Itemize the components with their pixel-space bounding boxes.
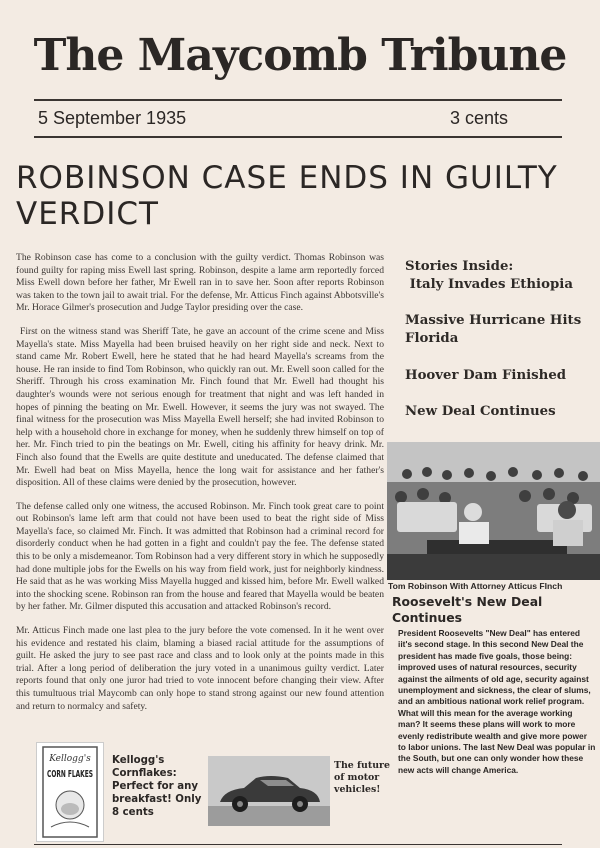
photo-caption: Tom Robinson With Attorney Atticus FInch bbox=[388, 581, 563, 591]
date-divider bbox=[34, 136, 562, 138]
article-paragraph: First on the witness stand was Sheriff Tate, he gave an account of the crime scene and Miss Mayella's state. Miss Mayella had been bruised heavily on her right side and neck. Next to stand came Mr. Robert Ewell, here he stated that he had heard Mayella's screams from the house. He ran inside to find Tom Robinson, who quickly ran out. Mr. Ewell soon called for the Sheriff. Through his cross examination Mr. Finch found that Mr. Ewell had thought his daughter's wounds were not serious enough for treatment that night and was left handed in hopes of pinning the beating on Mr. Ewell. However, it seems the jury was not swayed. The final witness for the prosecution was Miss Mayella Ewell herself; she had invited Robinson to help with a household chore in exchange for money, when he suddenly threw himself on top of her. Mr. Finch tried to pin the beatings on Mr. Ewell, citing his affinity for heavy drink. Mr. Finch also found that the Ewells are quite destitute and uneducated. The defense claimed that Mr. Ewell had beat on Miss Mayella, hence the long wait for assistance and her father's disposition. All of these claims were denied by the prosecution, however. bbox=[16, 325, 384, 489]
courtroom-illustration bbox=[387, 442, 600, 580]
story-inside-item: Italy Invades Ethiopia bbox=[405, 277, 573, 292]
cereal-box-brand: Kellogg's bbox=[49, 754, 91, 764]
car-photo bbox=[208, 756, 330, 826]
issue-date: 5 September 1935 bbox=[38, 108, 187, 128]
courtroom-photo bbox=[387, 442, 600, 580]
cereal-box-name: CORN FLAKES bbox=[47, 769, 94, 780]
story-inside-item: Hoover Dam Finished bbox=[405, 368, 567, 383]
top-divider bbox=[34, 99, 562, 101]
issue-price: 3 cents bbox=[450, 108, 509, 128]
article-paragraph: The defense called only one witness, the accused Robinson. Mr. Finch took great care to point out Robinson's lame left arm that could not have been used to beat the right side of Miss Mayella's face, so claimed Mr. Finch. It was admitted that Robinson had a criminal record for disorderly conduct when he had gotten in a fight and couldn't pay the fee. The defense stated this to be only a misdemeanor. Tom Robinson had a very different story in which he supposedly had done multiple jobs for the Ewells on his way from field work, just for neighborly kindness. He said that as he was working Miss Mayella hugged and kissed him, before Mr. Ewell walked into the shocking scene. Robinson ran from the house and feared that Mayella would be beaten by her father. Mr. Gilmer disputed this accusation and attacked Robinson's record. bbox=[16, 500, 385, 613]
sidebar-headline: Roosevelt's New Deal Continues bbox=[392, 594, 543, 625]
cereal-box-illustration bbox=[37, 743, 103, 841]
car-illustration bbox=[208, 756, 330, 826]
cereal-ad-text: Kellogg's Cornflakes: Perfect for any breakfast! Only 8 cents bbox=[112, 755, 202, 818]
sidebar-body: President Roosevelts "New Deal" has entered iit's second stage. In this second New Deal the president has made five goals, those being: improved uses of natural resources, security against the ailments of old age, security against unemployment and sickness, the clear of slums, and an ambitious national work relief program. What will this mean for the average working man? It seems these plans will work to more evenly redistribute wealth and give more power to labor unions. The last New Deal was popular in the South, but one can only wonder how these new acts will change America. bbox=[398, 628, 596, 775]
masthead-title: The Maycomb Tribune bbox=[33, 30, 567, 81]
main-article bbox=[16, 252, 384, 724]
article-paragraph: The Robinson case has come to a conclusion with the guilty verdict. Thomas Robinson was found guilty for raping miss Ewell last spring. Robinson, despite a lame arm reportedly forced Miss Ewell down before her father, Mr Ewell ran in to save her. Soon after reports Robinson was taken to the town jail to await trial. For the defense, Mr. Atticus Finch against Abbotsville's Mr. Horace Gilmer's prosecution and Judge Taylor presiding over the case. bbox=[16, 252, 384, 314]
stories-inside-title: Stories Inside: bbox=[405, 259, 514, 274]
article-paragraph: Mr. Atticus Finch made one last plea to the jury before the vote comensed. In it he went over his evidence and restated his claim, blaming a biased racial attitude for the assumptions of guilt. He asked the jury to see past race and class and to look only at the points made in this trial. After a long period of deliberation the jury voted in a unanimous guilty verdict. Later reports found that only one juror had tried to vote innocent before changing their view. After this tumultuous trial Maycomb can only hope to stand strong against our new found attention and return to normalcy and safety. bbox=[16, 625, 384, 712]
car-ad-text: The future of motor vehicles! bbox=[334, 760, 390, 795]
cereal-box-image bbox=[36, 742, 104, 842]
bottom-divider bbox=[34, 844, 562, 845]
story-inside-item: New Deal Continues bbox=[405, 404, 556, 419]
main-headline: ROBINSON CASE ENDS IN GUILTY VERDICT bbox=[16, 160, 558, 232]
story-inside-item: Massive Hurricane Hits Florida bbox=[405, 313, 582, 346]
